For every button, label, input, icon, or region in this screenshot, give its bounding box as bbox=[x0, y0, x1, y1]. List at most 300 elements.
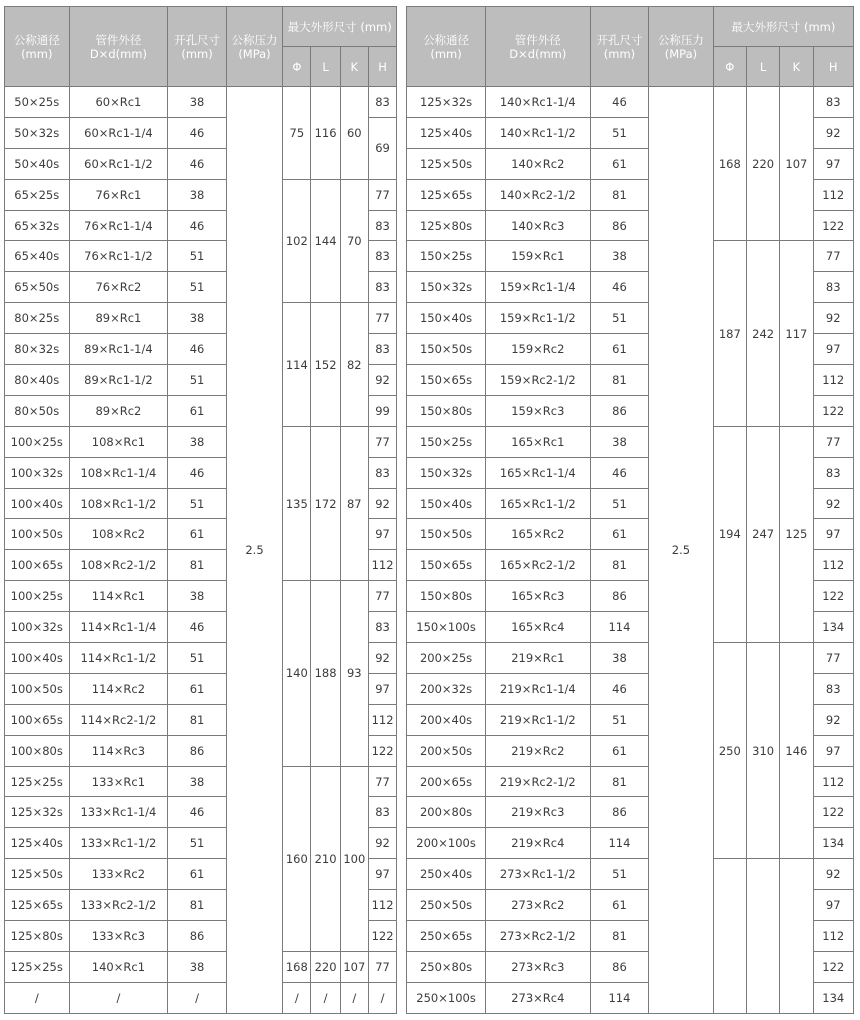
hole-size-cell: 114 bbox=[590, 828, 648, 859]
dim-phi-cell: 194 bbox=[713, 426, 746, 642]
dim-h-cell: 92 bbox=[368, 828, 396, 859]
hole-size-cell: 86 bbox=[590, 210, 648, 241]
dim-l-cell: 247 bbox=[746, 426, 779, 642]
dim-l-cell: 188 bbox=[311, 581, 340, 766]
nominal-diameter-cell: 125×40s bbox=[5, 828, 70, 859]
nominal-diameter-cell: 100×50s bbox=[5, 673, 70, 704]
hole-size-cell: 38 bbox=[168, 951, 226, 982]
hole-size-cell: 51 bbox=[168, 365, 226, 396]
dim-h-cell: 77 bbox=[368, 581, 396, 612]
dim-h-cell: 122 bbox=[813, 395, 854, 426]
dim-h-cell: 83 bbox=[368, 797, 396, 828]
pipe-od-cell: 133×Rc2 bbox=[69, 859, 168, 890]
pipe-od-cell: 219×Rc1 bbox=[485, 643, 590, 674]
nominal-diameter-cell: 100×25s bbox=[5, 581, 70, 612]
dim-h-cell: 83 bbox=[813, 87, 854, 118]
nominal-diameter-cell: 200×50s bbox=[407, 735, 486, 766]
nominal-diameter-cell: 150×25s bbox=[407, 426, 486, 457]
dim-phi-cell: 160 bbox=[283, 766, 311, 951]
nominal-diameter-cell: 80×25s bbox=[5, 303, 70, 334]
dim-h-cell: 97 bbox=[813, 148, 854, 179]
pipe-od-cell: 76×Rc1-1/2 bbox=[69, 241, 168, 272]
hole-size-cell: 81 bbox=[590, 365, 648, 396]
dim-l-cell: 310 bbox=[746, 643, 779, 859]
dim-h-cell: 112 bbox=[813, 921, 854, 952]
nominal-diameter-cell: 100×40s bbox=[5, 488, 70, 519]
pipe-od-cell: 159×Rc1-1/4 bbox=[485, 272, 590, 303]
table-row bbox=[5, 426, 854, 457]
hole-size-cell: 81 bbox=[168, 890, 226, 921]
pipe-od-cell: 114×Rc2 bbox=[69, 673, 168, 704]
dim-h-cell: 77 bbox=[368, 179, 396, 210]
dim-h-cell: 112 bbox=[813, 179, 854, 210]
nominal-diameter-cell: 100×65s bbox=[5, 704, 70, 735]
dim-h-cell: 77 bbox=[368, 426, 396, 457]
dim-h-cell: 83 bbox=[368, 87, 396, 118]
nominal-diameter-cell: 125×50s bbox=[407, 148, 486, 179]
dim-phi-cell: 187 bbox=[713, 241, 746, 426]
dim-h-cell: 92 bbox=[813, 303, 854, 334]
hole-size-cell: 86 bbox=[590, 581, 648, 612]
hole-size-cell: 81 bbox=[168, 550, 226, 581]
nominal-diameter-cell: 125×80s bbox=[5, 921, 70, 952]
header-max-dimensions-left: 最大外形尺寸 (mm) bbox=[283, 7, 397, 47]
nominal-diameter-cell: 125×25s bbox=[5, 951, 70, 982]
pipe-od-cell: 165×Rc1-1/2 bbox=[485, 488, 590, 519]
hole-size-cell: 38 bbox=[168, 581, 226, 612]
pipe-od-cell: 133×Rc1-1/2 bbox=[69, 828, 168, 859]
pipe-od-cell: 140×Rc3 bbox=[485, 210, 590, 241]
header-l-left: L bbox=[311, 47, 340, 87]
nominal-diameter-cell: 250×40s bbox=[407, 859, 486, 890]
dim-h-cell: 83 bbox=[368, 612, 396, 643]
dim-k-cell: 117 bbox=[780, 241, 813, 426]
dim-l-cell: 116 bbox=[311, 87, 340, 180]
hole-size-cell: 61 bbox=[590, 148, 648, 179]
dim-h-cell: 112 bbox=[813, 365, 854, 396]
nominal-diameter-cell: 150×40s bbox=[407, 488, 486, 519]
hole-size-cell: 38 bbox=[590, 643, 648, 674]
dim-h-cell: 83 bbox=[368, 334, 396, 365]
hole-size-cell: 81 bbox=[590, 921, 648, 952]
hole-size-cell: 51 bbox=[168, 828, 226, 859]
nominal-diameter-cell: / bbox=[5, 982, 70, 1013]
dim-h-cell: 97 bbox=[813, 890, 854, 921]
dim-h-cell: 69 bbox=[368, 117, 396, 179]
pipe-od-cell: 133×Rc2-1/2 bbox=[69, 890, 168, 921]
dim-k-cell: 82 bbox=[340, 303, 368, 427]
nominal-diameter-cell: 125×65s bbox=[5, 890, 70, 921]
nominal-diameter-cell: 65×25s bbox=[5, 179, 70, 210]
dim-h-cell: 97 bbox=[368, 673, 396, 704]
header-h-left: H bbox=[368, 47, 396, 87]
dim-h-cell: 83 bbox=[368, 272, 396, 303]
pipe-od-cell: 219×Rc3 bbox=[485, 797, 590, 828]
hole-size-cell: 61 bbox=[590, 735, 648, 766]
pipe-od-cell: 219×Rc2 bbox=[485, 735, 590, 766]
nominal-diameter-cell: 65×50s bbox=[5, 272, 70, 303]
pipe-od-cell: 140×Rc2-1/2 bbox=[485, 179, 590, 210]
dim-phi-cell: / bbox=[283, 982, 311, 1013]
dim-h-cell: 77 bbox=[368, 766, 396, 797]
hole-size-cell: 86 bbox=[590, 951, 648, 982]
dim-k-cell: 70 bbox=[340, 179, 368, 303]
hole-size-cell: 51 bbox=[590, 859, 648, 890]
pipe-od-cell: 89×Rc1 bbox=[69, 303, 168, 334]
dim-k-cell: / bbox=[340, 982, 368, 1013]
dim-h-cell: 99 bbox=[368, 395, 396, 426]
dim-h-cell: 112 bbox=[368, 890, 396, 921]
nominal-diameter-cell: 250×50s bbox=[407, 890, 486, 921]
nominal-diameter-cell: 125×32s bbox=[407, 87, 486, 118]
table-body bbox=[5, 87, 854, 1014]
hole-size-cell: 81 bbox=[590, 550, 648, 581]
hole-size-cell: 51 bbox=[168, 488, 226, 519]
pipe-od-cell: 89×Rc1-1/2 bbox=[69, 365, 168, 396]
pipe-od-cell: 165×Rc3 bbox=[485, 581, 590, 612]
hole-size-cell: 38 bbox=[168, 426, 226, 457]
pipe-od-cell: 219×Rc1-1/4 bbox=[485, 673, 590, 704]
hole-size-cell: 46 bbox=[590, 87, 648, 118]
hole-size-cell: 86 bbox=[168, 735, 226, 766]
dim-h-cell: 134 bbox=[813, 828, 854, 859]
dim-phi-cell: 135 bbox=[283, 426, 311, 580]
hole-size-cell: 61 bbox=[590, 519, 648, 550]
dim-k-cell: 125 bbox=[780, 426, 813, 642]
dim-h-cell: 97 bbox=[368, 859, 396, 890]
dim-phi-cell bbox=[713, 859, 746, 1013]
pipe-od-cell: 60×Rc1 bbox=[69, 87, 168, 118]
hole-size-cell: 38 bbox=[590, 426, 648, 457]
nominal-diameter-cell: 100×32s bbox=[5, 612, 70, 643]
column-gap bbox=[397, 7, 407, 87]
pipe-od-cell: 108×Rc1-1/4 bbox=[69, 457, 168, 488]
pipe-od-cell: 165×Rc2-1/2 bbox=[485, 550, 590, 581]
nominal-diameter-cell: 80×50s bbox=[5, 395, 70, 426]
pipe-od-cell: / bbox=[69, 982, 168, 1013]
dim-h-cell: / bbox=[368, 982, 396, 1013]
nominal-diameter-cell: 250×100s bbox=[407, 982, 486, 1013]
pipe-od-cell: 165×Rc1 bbox=[485, 426, 590, 457]
nominal-diameter-cell: 100×65s bbox=[5, 550, 70, 581]
nominal-diameter-cell: 100×50s bbox=[5, 519, 70, 550]
pipe-od-cell: 133×Rc1 bbox=[69, 766, 168, 797]
header-nominal-pressure-left: 公称压力 (MPa) bbox=[226, 7, 282, 87]
hole-size-cell: 61 bbox=[590, 890, 648, 921]
column-gap bbox=[397, 87, 407, 1014]
dim-k-cell: 146 bbox=[780, 643, 813, 859]
pipe-fitting-spec-table bbox=[4, 6, 854, 1014]
header-phi-right: Φ bbox=[713, 47, 746, 87]
dim-k-cell: 107 bbox=[340, 951, 368, 982]
hole-size-cell: 46 bbox=[590, 457, 648, 488]
hole-size-cell: 61 bbox=[590, 334, 648, 365]
nominal-diameter-cell: 80×40s bbox=[5, 365, 70, 396]
header-nominal-diameter-right: 公称通径 (mm) bbox=[407, 7, 486, 87]
nominal-diameter-cell: 200×80s bbox=[407, 797, 486, 828]
nominal-diameter-cell: 100×80s bbox=[5, 735, 70, 766]
dim-h-cell: 83 bbox=[813, 673, 854, 704]
dim-h-cell: 112 bbox=[368, 550, 396, 581]
pipe-od-cell: 89×Rc2 bbox=[69, 395, 168, 426]
pipe-od-cell: 114×Rc3 bbox=[69, 735, 168, 766]
dim-k-cell: 87 bbox=[340, 426, 368, 580]
dim-l-cell bbox=[746, 859, 779, 1013]
nominal-diameter-cell: 150×65s bbox=[407, 365, 486, 396]
nominal-diameter-cell: 125×65s bbox=[407, 179, 486, 210]
hole-size-cell: 46 bbox=[168, 612, 226, 643]
pipe-od-cell: 159×Rc2 bbox=[485, 334, 590, 365]
hole-size-cell: 51 bbox=[590, 303, 648, 334]
pipe-od-cell: 159×Rc1-1/2 bbox=[485, 303, 590, 334]
hole-size-cell: 81 bbox=[590, 179, 648, 210]
dim-h-cell: 97 bbox=[368, 519, 396, 550]
dim-h-cell: 112 bbox=[813, 550, 854, 581]
dim-l-cell: / bbox=[311, 982, 340, 1013]
nominal-diameter-cell: 100×40s bbox=[5, 643, 70, 674]
hole-size-cell: 61 bbox=[168, 673, 226, 704]
hole-size-cell: 46 bbox=[168, 334, 226, 365]
dim-h-cell: 77 bbox=[813, 643, 854, 674]
pipe-od-cell: 114×Rc2-1/2 bbox=[69, 704, 168, 735]
dim-h-cell: 122 bbox=[813, 951, 854, 982]
nominal-diameter-cell: 100×32s bbox=[5, 457, 70, 488]
pipe-od-cell: 165×Rc1-1/4 bbox=[485, 457, 590, 488]
nominal-diameter-cell: 200×32s bbox=[407, 673, 486, 704]
header-k-right: K bbox=[780, 47, 813, 87]
hole-size-cell: / bbox=[168, 982, 226, 1013]
dim-h-cell: 92 bbox=[813, 488, 854, 519]
header-pipe-od-right: 管件外径 D×d(mm) bbox=[485, 7, 590, 87]
hole-size-cell: 51 bbox=[168, 272, 226, 303]
dim-h-cell: 122 bbox=[813, 210, 854, 241]
dim-h-cell: 97 bbox=[813, 334, 854, 365]
dim-h-cell: 112 bbox=[813, 766, 854, 797]
header-nominal-diameter-left: 公称通径 (mm) bbox=[5, 7, 70, 87]
hole-size-cell: 46 bbox=[590, 673, 648, 704]
hole-size-cell: 61 bbox=[168, 395, 226, 426]
pipe-od-cell: 273×Rc2-1/2 bbox=[485, 921, 590, 952]
hole-size-cell: 38 bbox=[168, 303, 226, 334]
hole-size-cell: 114 bbox=[590, 612, 648, 643]
dim-h-cell: 83 bbox=[368, 457, 396, 488]
nominal-diameter-cell: 150×25s bbox=[407, 241, 486, 272]
hole-size-cell: 38 bbox=[168, 87, 226, 118]
nominal-diameter-cell: 125×50s bbox=[5, 859, 70, 890]
dim-h-cell: 97 bbox=[813, 519, 854, 550]
pipe-od-cell: 219×Rc1-1/2 bbox=[485, 704, 590, 735]
pipe-od-cell: 140×Rc1 bbox=[69, 951, 168, 982]
dim-h-cell: 134 bbox=[813, 982, 854, 1013]
nominal-diameter-cell: 125×25s bbox=[5, 766, 70, 797]
dim-h-cell: 97 bbox=[813, 735, 854, 766]
dim-phi-cell: 114 bbox=[283, 303, 311, 427]
pipe-od-cell: 76×Rc1 bbox=[69, 179, 168, 210]
nominal-diameter-cell: 150×80s bbox=[407, 395, 486, 426]
pipe-od-cell: 165×Rc2 bbox=[485, 519, 590, 550]
hole-size-cell: 114 bbox=[590, 982, 648, 1013]
hole-size-cell: 86 bbox=[168, 921, 226, 952]
nominal-diameter-cell: 150×65s bbox=[407, 550, 486, 581]
dim-l-cell: 152 bbox=[311, 303, 340, 427]
dim-phi-cell: 140 bbox=[283, 581, 311, 766]
dim-k-cell: 107 bbox=[780, 87, 813, 241]
nominal-diameter-cell: 150×50s bbox=[407, 334, 486, 365]
pipe-od-cell: 219×Rc2-1/2 bbox=[485, 766, 590, 797]
pipe-od-cell: 108×Rc1 bbox=[69, 426, 168, 457]
dim-h-cell: 77 bbox=[813, 426, 854, 457]
pipe-od-cell: 140×Rc2 bbox=[485, 148, 590, 179]
header-hole-size-left: 开孔尺寸 (mm) bbox=[168, 7, 226, 87]
pipe-od-cell: 140×Rc1-1/2 bbox=[485, 117, 590, 148]
nominal-diameter-cell: 125×40s bbox=[407, 117, 486, 148]
header-max-dimensions-right: 最大外形尺寸 (mm) bbox=[713, 7, 853, 47]
dim-l-cell: 242 bbox=[746, 241, 779, 426]
pipe-od-cell: 273×Rc1-1/2 bbox=[485, 859, 590, 890]
hole-size-cell: 81 bbox=[168, 704, 226, 735]
nominal-diameter-cell: 65×40s bbox=[5, 241, 70, 272]
pipe-od-cell: 159×Rc1 bbox=[485, 241, 590, 272]
dim-h-cell: 83 bbox=[813, 457, 854, 488]
pipe-od-cell: 76×Rc1-1/4 bbox=[69, 210, 168, 241]
table-row bbox=[5, 859, 854, 890]
dim-h-cell: 122 bbox=[813, 797, 854, 828]
hole-size-cell: 86 bbox=[590, 395, 648, 426]
pipe-od-cell: 159×Rc3 bbox=[485, 395, 590, 426]
pipe-od-cell: 108×Rc2-1/2 bbox=[69, 550, 168, 581]
dim-h-cell: 83 bbox=[368, 210, 396, 241]
dim-k-cell: 100 bbox=[340, 766, 368, 951]
nominal-diameter-cell: 150×32s bbox=[407, 457, 486, 488]
table-row bbox=[5, 241, 854, 272]
pipe-od-cell: 140×Rc1-1/4 bbox=[485, 87, 590, 118]
nominal-diameter-cell: 200×65s bbox=[407, 766, 486, 797]
nominal-diameter-cell: 80×32s bbox=[5, 334, 70, 365]
dim-k-cell: 93 bbox=[340, 581, 368, 766]
pipe-od-cell: 60×Rc1-1/4 bbox=[69, 117, 168, 148]
nominal-diameter-cell: 50×40s bbox=[5, 148, 70, 179]
nominal-diameter-cell: 150×50s bbox=[407, 519, 486, 550]
pipe-od-cell: 133×Rc1-1/4 bbox=[69, 797, 168, 828]
hole-size-cell: 61 bbox=[168, 519, 226, 550]
nominal-pressure-cell: 2.5 bbox=[649, 87, 714, 1014]
hole-size-cell: 51 bbox=[590, 704, 648, 735]
hole-size-cell: 61 bbox=[168, 859, 226, 890]
header-pipe-od-left: 管件外径 D×d(mm) bbox=[69, 7, 168, 87]
nominal-diameter-cell: 200×40s bbox=[407, 704, 486, 735]
nominal-diameter-cell: 65×32s bbox=[5, 210, 70, 241]
hole-size-cell: 46 bbox=[168, 210, 226, 241]
nominal-diameter-cell: 125×32s bbox=[5, 797, 70, 828]
dim-h-cell: 122 bbox=[368, 921, 396, 952]
hole-size-cell: 46 bbox=[168, 457, 226, 488]
dim-phi-cell: 75 bbox=[283, 87, 311, 180]
pipe-od-cell: 108×Rc2 bbox=[69, 519, 168, 550]
dim-h-cell: 122 bbox=[813, 581, 854, 612]
pipe-od-cell: 114×Rc1 bbox=[69, 581, 168, 612]
header-hole-size-right: 开孔尺寸 (mm) bbox=[590, 7, 648, 87]
dim-l-cell: 220 bbox=[311, 951, 340, 982]
dim-h-cell: 92 bbox=[368, 643, 396, 674]
dim-l-cell: 172 bbox=[311, 426, 340, 580]
nominal-diameter-cell: 250×80s bbox=[407, 951, 486, 982]
pipe-od-cell: 133×Rc3 bbox=[69, 921, 168, 952]
dim-phi-cell: 168 bbox=[713, 87, 746, 241]
hole-size-cell: 86 bbox=[590, 797, 648, 828]
dim-h-cell: 77 bbox=[368, 951, 396, 982]
dim-h-cell: 134 bbox=[813, 612, 854, 643]
hole-size-cell: 46 bbox=[168, 117, 226, 148]
nominal-diameter-cell: 50×25s bbox=[5, 87, 70, 118]
hole-size-cell: 38 bbox=[168, 179, 226, 210]
dim-h-cell: 92 bbox=[368, 365, 396, 396]
pipe-od-cell: 159×Rc2-1/2 bbox=[485, 365, 590, 396]
hole-size-cell: 51 bbox=[168, 643, 226, 674]
dim-h-cell: 92 bbox=[813, 859, 854, 890]
dim-phi-cell: 250 bbox=[713, 643, 746, 859]
pipe-od-cell: 273×Rc2 bbox=[485, 890, 590, 921]
pipe-od-cell: 60×Rc1-1/2 bbox=[69, 148, 168, 179]
pipe-od-cell: 89×Rc1-1/4 bbox=[69, 334, 168, 365]
dim-h-cell: 92 bbox=[813, 117, 854, 148]
dim-phi-cell: 102 bbox=[283, 179, 311, 303]
nominal-pressure-cell: 2.5 bbox=[226, 87, 282, 1014]
pipe-od-cell: 165×Rc4 bbox=[485, 612, 590, 643]
pipe-od-cell: 76×Rc2 bbox=[69, 272, 168, 303]
header-l-right: L bbox=[746, 47, 779, 87]
table-row bbox=[5, 87, 854, 118]
header-k-left: K bbox=[340, 47, 368, 87]
nominal-diameter-cell: 125×80s bbox=[407, 210, 486, 241]
hole-size-cell: 46 bbox=[168, 797, 226, 828]
pipe-od-cell: 273×Rc3 bbox=[485, 951, 590, 982]
header-h-right: H bbox=[813, 47, 854, 87]
pipe-od-cell: 273×Rc4 bbox=[485, 982, 590, 1013]
dim-h-cell: 112 bbox=[368, 704, 396, 735]
pipe-od-cell: 114×Rc1-1/2 bbox=[69, 643, 168, 674]
dim-h-cell: 77 bbox=[368, 303, 396, 334]
dim-h-cell: 92 bbox=[813, 704, 854, 735]
pipe-od-cell: 108×Rc1-1/2 bbox=[69, 488, 168, 519]
nominal-diameter-cell: 150×40s bbox=[407, 303, 486, 334]
nominal-diameter-cell: 100×25s bbox=[5, 426, 70, 457]
dim-l-cell: 144 bbox=[311, 179, 340, 303]
hole-size-cell: 38 bbox=[168, 766, 226, 797]
pipe-od-cell: 114×Rc1-1/4 bbox=[69, 612, 168, 643]
nominal-diameter-cell: 150×100s bbox=[407, 612, 486, 643]
hole-size-cell: 81 bbox=[590, 766, 648, 797]
nominal-diameter-cell: 250×65s bbox=[407, 921, 486, 952]
dim-h-cell: 83 bbox=[368, 241, 396, 272]
dim-l-cell: 220 bbox=[746, 87, 779, 241]
dim-h-cell: 77 bbox=[813, 241, 854, 272]
hole-size-cell: 51 bbox=[590, 117, 648, 148]
dim-h-cell: 122 bbox=[368, 735, 396, 766]
hole-size-cell: 46 bbox=[590, 272, 648, 303]
nominal-diameter-cell: 150×80s bbox=[407, 581, 486, 612]
dim-phi-cell: 168 bbox=[283, 951, 311, 982]
nominal-diameter-cell: 200×100s bbox=[407, 828, 486, 859]
pipe-od-cell: 219×Rc4 bbox=[485, 828, 590, 859]
dim-h-cell: 92 bbox=[368, 488, 396, 519]
header-nominal-pressure-right: 公称压力 (MPa) bbox=[649, 7, 714, 87]
header-phi-left: Φ bbox=[283, 47, 311, 87]
hole-size-cell: 38 bbox=[590, 241, 648, 272]
nominal-diameter-cell: 50×32s bbox=[5, 117, 70, 148]
dim-l-cell: 210 bbox=[311, 766, 340, 951]
hole-size-cell: 46 bbox=[168, 148, 226, 179]
nominal-diameter-cell: 200×25s bbox=[407, 643, 486, 674]
